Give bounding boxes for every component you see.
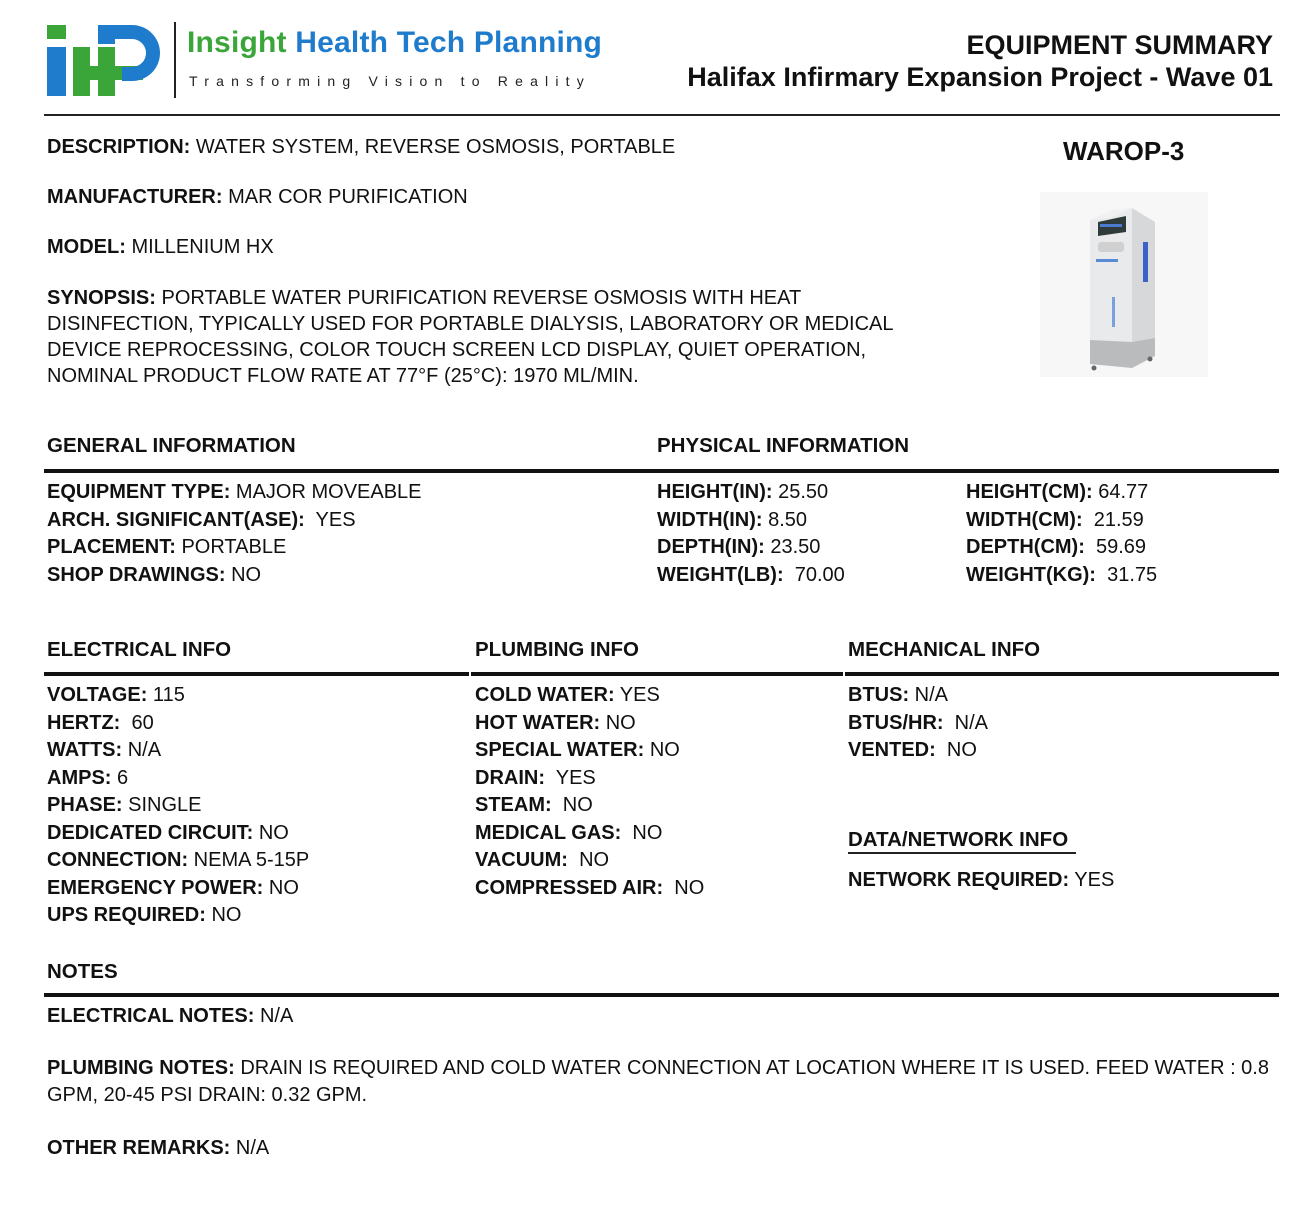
field-value: NO — [225, 563, 262, 586]
field-value: SINGLE — [122, 794, 202, 816]
field-label: WIDTH(IN): — [657, 508, 763, 531]
field-label: MODEL: — [47, 236, 126, 258]
field-value: NO — [935, 739, 977, 761]
electrical-item — [47, 710, 309, 738]
field-label: PLACEMENT: — [47, 536, 176, 558]
field-value: NO — [644, 739, 680, 761]
field-value: NO — [663, 876, 705, 899]
general-item — [47, 479, 422, 507]
general-item — [47, 507, 422, 535]
notes-heading: NOTES — [47, 960, 118, 983]
physical-item — [657, 534, 845, 562]
field-value: 60 — [120, 711, 154, 734]
general-info-list — [47, 479, 422, 589]
field-label: HEIGHT(IN): — [657, 481, 773, 503]
electrical-notes — [47, 1003, 293, 1031]
electrical-divider — [44, 672, 469, 676]
field-label: DEPTH(IN): — [657, 536, 765, 558]
mechanical-info-heading: MECHANICAL INFO — [848, 638, 1041, 661]
ihtp-logo-icon — [46, 22, 164, 98]
field-value: YES — [304, 508, 356, 531]
physical-item — [966, 562, 1157, 590]
electrical-item — [47, 792, 309, 820]
field-label: WIDTH(CM): — [966, 508, 1083, 531]
field-value: MILLENIUM HX — [125, 236, 274, 258]
brand-word-insight: Insight — [187, 26, 287, 59]
field-value: MAR COR PURIFICATION — [222, 186, 468, 208]
plumbing-notes — [47, 1055, 1282, 1109]
physical-item — [966, 507, 1157, 535]
field-value: 31.75 — [1095, 563, 1158, 586]
general-item — [47, 534, 422, 562]
field-label: MEDICAL GAS: — [475, 821, 622, 844]
physical-info-heading: PHYSICAL INFORMATION — [657, 434, 910, 457]
field-value: NO — [600, 711, 636, 734]
ro-unit-image — [1040, 192, 1208, 377]
ihtp-logo — [46, 22, 164, 98]
physical-item — [966, 534, 1157, 562]
physical-item — [966, 479, 1157, 507]
field-label: VENTED: — [848, 739, 936, 761]
field-value: PORTABLE — [175, 536, 287, 558]
field-value: NO — [567, 849, 610, 871]
field-value: 59.69 — [1084, 536, 1147, 558]
brand-name — [187, 26, 602, 60]
data-network-info-heading: DATA/NETWORK INFO — [848, 828, 1076, 854]
field-value: N/A — [254, 1005, 294, 1027]
field-label: OTHER REMARKS: — [47, 1137, 231, 1159]
field-value: N/A — [122, 739, 162, 761]
model-field — [47, 234, 274, 262]
plumbing-item — [475, 820, 704, 848]
physical-item — [657, 479, 845, 507]
electrical-info-list — [47, 682, 309, 930]
field-label: SHOP DRAWINGS: — [47, 563, 226, 586]
field-value: NO — [253, 821, 289, 844]
notes-divider — [44, 993, 1279, 997]
general-info-heading: GENERAL INFORMATION — [47, 434, 296, 457]
mechanical-divider — [845, 672, 1279, 676]
plumbing-item — [475, 847, 704, 875]
electrical-item — [47, 682, 309, 710]
field-value: 21.59 — [1082, 508, 1144, 531]
network-item — [848, 867, 1114, 895]
mechanical-item — [848, 710, 988, 738]
mechanical-item — [848, 737, 988, 765]
brand-tagline: Transforming Vision to Reality — [189, 73, 591, 89]
field-label: HEIGHT(CM): — [966, 481, 1093, 503]
plumbing-item — [475, 737, 704, 765]
field-label: HOT WATER: — [475, 711, 601, 734]
field-label: AMPS: — [47, 766, 112, 789]
field-label: MANUFACTURER: — [47, 186, 223, 208]
project-subtitle: Halifax Infirmary Expansion Project - Wave 01 — [687, 62, 1273, 92]
field-value: 23.50 — [764, 536, 821, 558]
electrical-item — [47, 737, 309, 765]
field-value: NEMA 5-15P — [188, 849, 310, 871]
field-label: EQUIPMENT TYPE: — [47, 481, 231, 503]
field-value: 70.00 — [783, 563, 845, 586]
field-label: SYNOPSIS: — [47, 287, 156, 309]
field-value: WATER SYSTEM, REVERSE OSMOSIS, PORTABLE — [190, 136, 676, 158]
field-label: DEPTH(CM): — [966, 536, 1085, 558]
field-value: YES — [614, 684, 660, 706]
plumbing-item — [475, 765, 704, 793]
field-value: NO — [621, 821, 663, 844]
field-label: DEDICATED CIRCUIT: — [47, 821, 254, 844]
field-label: VACUUM: — [475, 849, 568, 871]
field-value: 6 — [111, 766, 129, 789]
field-label: PHASE: — [47, 794, 123, 816]
manufacturer-field — [47, 184, 468, 212]
field-label: BTUS: — [848, 684, 910, 706]
field-label: ELECTRICAL NOTES: — [47, 1005, 255, 1027]
plumbing-item — [475, 682, 704, 710]
field-value: NO — [551, 794, 593, 816]
field-value: 115 — [147, 684, 185, 706]
field-label: WEIGHT(LB): — [657, 563, 784, 586]
electrical-info-heading: ELECTRICAL INFO — [47, 638, 232, 661]
field-value: 8.50 — [762, 508, 808, 531]
section-divider — [44, 469, 1279, 473]
field-value: N/A — [943, 711, 988, 734]
header-divider — [44, 114, 1280, 116]
electrical-item — [47, 847, 309, 875]
plumbing-item — [475, 875, 704, 903]
field-value: 25.50 — [772, 481, 829, 503]
field-label: COMPRESSED AIR: — [475, 876, 664, 899]
physical-imperial-list — [657, 479, 845, 589]
physical-metric-list — [966, 479, 1157, 589]
field-value: YES — [545, 766, 596, 789]
other-remarks — [47, 1135, 269, 1163]
electrical-item — [47, 875, 309, 903]
logo-divider — [174, 22, 176, 98]
field-value: NO — [263, 876, 299, 899]
plumbing-item — [475, 710, 704, 738]
field-label: CONNECTION: — [47, 849, 189, 871]
plumbing-info-heading: PLUMBING INFO — [475, 638, 639, 661]
field-value: N/A — [909, 684, 949, 706]
electrical-item — [47, 765, 309, 793]
field-label: BTUS/HR: — [848, 711, 944, 734]
field-value: MAJOR MOVEABLE — [230, 481, 422, 503]
field-value: N/A — [230, 1137, 270, 1159]
mechanical-item — [848, 682, 988, 710]
physical-item — [657, 562, 845, 590]
plumbing-divider — [471, 672, 843, 676]
field-label: WATTS: — [47, 739, 123, 761]
field-value: PORTABLE WATER PURIFICATION REVERSE OSMOSIS WITH HEAT DISINFECTION, TYPICALLY USED FOR PORTABLE DIALYSIS, LABORATORY OR MEDICAL DEVICE REPROCESSING, COLOR TOUCH SCREEN LCD DISPLAY, QUIET OPERATION, NOMINAL PRODUCT FLOW RATE AT 77°F (25°C): 1970 ML/MIN. — [47, 287, 893, 387]
field-label: STEAM: — [475, 794, 552, 816]
field-label: EMERGENCY POWER: — [47, 876, 264, 899]
equipment-code: WAROP-3 — [1063, 136, 1185, 166]
field-value: 64.77 — [1092, 481, 1149, 503]
field-value: YES — [1069, 869, 1115, 891]
plumbing-info-list — [475, 682, 704, 902]
field-label: PLUMBING NOTES: — [47, 1057, 235, 1079]
brand-word-rest: Health Tech Planning — [286, 26, 603, 59]
mechanical-info-list — [848, 682, 988, 765]
general-item — [47, 562, 422, 590]
description-field — [47, 134, 675, 162]
synopsis-field — [47, 285, 947, 389]
field-value: DRAIN IS REQUIRED AND COLD WATER CONNECTION AT LOCATION WHERE IT IS USED. FEED WATER : 0.8 GPM, 20-45 PSI DRAIN: 0.32 GPM. — [47, 1057, 1269, 1106]
field-label: WEIGHT(KG): — [966, 563, 1096, 586]
field-label: NETWORK REQUIRED: — [848, 869, 1070, 891]
field-label: ARCH. SIGNIFICANT(ASE): — [47, 508, 305, 531]
field-label: HERTZ: — [47, 711, 121, 734]
field-label: UPS REQUIRED: — [47, 904, 206, 926]
field-label: DRAIN: — [475, 766, 545, 789]
equipment-photo — [1040, 192, 1208, 377]
plumbing-item — [475, 792, 704, 820]
electrical-item — [47, 820, 309, 848]
physical-item — [657, 507, 845, 535]
field-label: COLD WATER: — [475, 684, 615, 706]
field-label: DESCRIPTION: — [47, 136, 191, 158]
field-label: VOLTAGE: — [47, 684, 148, 706]
document-title: EQUIPMENT SUMMARY — [966, 30, 1273, 60]
electrical-item — [47, 902, 309, 930]
field-label: SPECIAL WATER: — [475, 739, 645, 761]
field-value: NO — [205, 904, 242, 926]
